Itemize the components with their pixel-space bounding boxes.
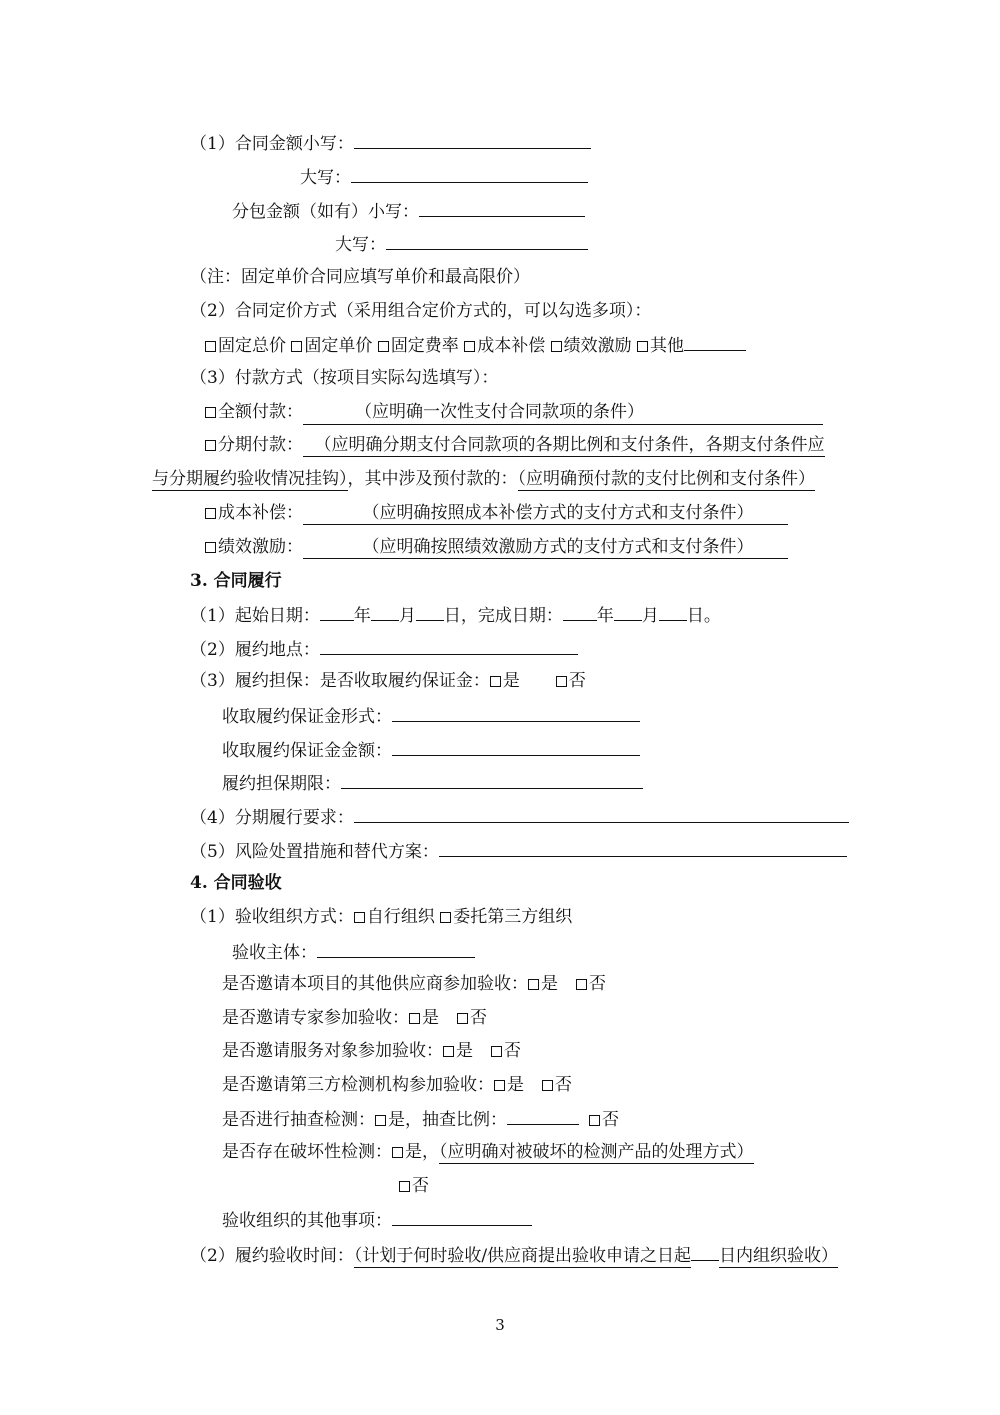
- note-line: （注：固定单价合同应填写单价和最高限价）: [190, 267, 530, 287]
- acceptance-time-note-2[interactable]: 日内组织验收）: [719, 1246, 839, 1266]
- section-4-heading: 4. 合同验收: [190, 873, 282, 893]
- year-label-2: 年: [596, 606, 614, 626]
- spot-check-yes-label: 是，抽查比例：: [388, 1110, 507, 1130]
- subcontract-upper-label: 大写：: [335, 235, 386, 255]
- installment-req-blank[interactable]: [354, 805, 849, 823]
- contract-amount-lower-label: （1）合同金额小写：: [190, 134, 354, 154]
- checkbox-perf-pay[interactable]: [205, 542, 216, 553]
- deposit-form-label: 收取履约保证金形式：: [222, 707, 392, 727]
- day-label-2: 日。: [686, 606, 721, 626]
- checkbox-destructive-yes[interactable]: [392, 1147, 403, 1158]
- invite-suppliers-label: 是否邀请本项目的其他供应商参加验收：: [222, 974, 528, 994]
- contract-amount-lower-line: [190, 131, 591, 153]
- checkbox-invite-testing-no[interactable]: [542, 1080, 553, 1091]
- place-line: [190, 637, 578, 659]
- cost-comp-pay-note[interactable]: （应明确按照成本补偿方式的支付方式和支付条件）: [303, 503, 788, 525]
- guarantee-label: （3）履约担保：是否收取履约保证金：: [190, 671, 490, 691]
- checkbox-cost-comp[interactable]: [464, 341, 475, 352]
- checkbox-invite-suppliers-yes[interactable]: [528, 979, 539, 990]
- other-matters-blank[interactable]: [392, 1208, 532, 1226]
- yes-label: 是: [507, 1075, 524, 1095]
- no-label: 否: [589, 974, 606, 994]
- full-payment-line: [205, 401, 823, 423]
- yes-label: 是: [541, 974, 558, 994]
- full-payment-note[interactable]: （应明确一次性支付合同款项的条件）: [303, 401, 823, 425]
- perf-pay-line: [205, 536, 788, 558]
- invite-experts-label: 是否邀请专家参加验收：: [222, 1008, 409, 1028]
- checkbox-guarantee-yes[interactable]: [490, 676, 501, 687]
- acceptance-org-line: [190, 906, 572, 928]
- checkbox-invite-experts-no[interactable]: [457, 1013, 468, 1024]
- invite-service-objects-line: [222, 1040, 521, 1062]
- destructive-no-line: [399, 1175, 429, 1197]
- prepayment-note[interactable]: （应明确预付款的支付比例和支付条件）: [517, 469, 815, 489]
- page-number: 3: [495, 1316, 505, 1334]
- no-label: 否: [504, 1041, 521, 1061]
- end-year-blank[interactable]: [563, 603, 597, 621]
- deposit-amount-blank[interactable]: [392, 738, 640, 756]
- other-blank[interactable]: [684, 333, 746, 351]
- checkbox-self-org[interactable]: [354, 912, 365, 923]
- destructive-yes-label: 是，: [405, 1142, 439, 1162]
- acceptance-days-blank[interactable]: [691, 1242, 719, 1261]
- invite-suppliers-line: [222, 973, 606, 995]
- subcontract-upper-blank[interactable]: [386, 232, 588, 250]
- acceptance-time-line: [190, 1242, 838, 1264]
- installment-note[interactable]: （应明确分期支付合同款项的各期比例和支付条件，各期支付条件应: [303, 435, 825, 457]
- end-month-blank[interactable]: [614, 603, 642, 621]
- checkbox-invite-experts-yes[interactable]: [409, 1013, 420, 1024]
- place-label: （2）履约地点：: [190, 640, 320, 660]
- other-matters-line: [222, 1208, 532, 1230]
- risk-label: （5）风险处置措施和替代方案：: [190, 842, 439, 862]
- acceptance-org-label: （1）验收组织方式：: [190, 907, 354, 927]
- invite-testing-label: 是否邀请第三方检测机构参加验收：: [222, 1075, 494, 1095]
- start-month-blank[interactable]: [371, 603, 399, 621]
- destructive-test-label: 是否存在破坏性检测：: [222, 1142, 392, 1162]
- other-matters-label: 验收组织的其他事项：: [222, 1211, 392, 1231]
- no-label: 否: [602, 1110, 619, 1130]
- risk-line: [190, 839, 847, 861]
- month-label: 月: [398, 606, 416, 626]
- spot-check-label: 是否进行抽查检测：: [222, 1110, 375, 1130]
- installment-req-line: [190, 805, 849, 827]
- acceptance-subject-blank[interactable]: [317, 940, 475, 958]
- checkbox-fixed-total[interactable]: [205, 341, 216, 352]
- third-party-org-label: 委托第三方组织: [453, 907, 573, 927]
- contract-amount-upper-label: 大写：: [300, 168, 351, 188]
- section-3-heading: 3. 合同履行: [190, 571, 282, 591]
- fixed-total-label: 固定总价: [218, 336, 286, 356]
- self-org-label: 自行组织: [366, 907, 435, 927]
- dates-line: [190, 603, 721, 625]
- deposit-amount-label: 收取履约保证金金额：: [222, 741, 392, 761]
- checkbox-fixed-unit[interactable]: [291, 341, 302, 352]
- guarantee-no-label: 否: [568, 671, 586, 691]
- subcontract-lower-blank[interactable]: [419, 199, 585, 217]
- other-label: 其他: [650, 336, 685, 356]
- spot-check-ratio-blank[interactable]: [507, 1107, 579, 1125]
- start-day-blank[interactable]: [416, 603, 444, 621]
- year-label: 年: [353, 606, 371, 626]
- checkbox-third-party-org[interactable]: [440, 912, 451, 923]
- no-label: 否: [470, 1008, 487, 1028]
- guarantee-yes-label: 是: [502, 671, 520, 691]
- checkbox-invite-testing-yes[interactable]: [494, 1080, 505, 1091]
- month-label-2: 月: [641, 606, 659, 626]
- guarantee-period-blank[interactable]: [341, 771, 643, 789]
- checkbox-spot-check-yes[interactable]: [375, 1115, 386, 1126]
- cost-comp-pay-line: [205, 502, 788, 524]
- pricing-method-heading: （2）合同定价方式（采用组合定价方式的，可以勾选多项）：: [190, 301, 652, 321]
- perf-incentive-label: 绩效激励: [563, 336, 632, 356]
- prepayment-label: ，其中涉及预付款的：: [347, 469, 518, 489]
- yes-label: 是: [456, 1041, 473, 1061]
- cost-comp-pay-label: 成本补偿：: [218, 503, 303, 523]
- start-year-blank[interactable]: [320, 603, 354, 621]
- perf-pay-label: 绩效激励：: [218, 537, 303, 557]
- installment-req-label: （4）分期履行要求：: [190, 808, 354, 828]
- acceptance-subject-label: 验收主体：: [232, 943, 317, 963]
- yes-label: 是: [422, 1008, 439, 1028]
- checkbox-destructive-no[interactable]: [399, 1181, 410, 1192]
- contract-amount-lower-blank[interactable]: [354, 131, 591, 149]
- no-label: 否: [412, 1176, 429, 1196]
- checkbox-invite-service-yes[interactable]: [443, 1046, 454, 1057]
- contract-amount-upper-blank[interactable]: [351, 165, 588, 183]
- guarantee-period-line: [222, 771, 643, 793]
- acceptance-subject-line: [232, 940, 475, 962]
- acceptance-time-label: （2）履约验收时间：: [190, 1246, 354, 1266]
- no-label: 否: [555, 1075, 572, 1095]
- checkbox-spot-check-no[interactable]: [589, 1115, 600, 1126]
- guarantee-line: [190, 670, 586, 692]
- deposit-amount-line: [222, 738, 640, 760]
- invite-testing-line: [222, 1074, 572, 1096]
- checkbox-guarantee-no[interactable]: [556, 676, 567, 687]
- destructive-test-line: [222, 1141, 754, 1163]
- installment-note-cont[interactable]: 与分期履约验收情况挂钩）: [152, 469, 348, 489]
- acceptance-time-note-1[interactable]: （计划于何时验收/供应商提出验收申请之日起: [353, 1246, 692, 1266]
- deposit-form-blank[interactable]: [392, 704, 640, 722]
- installment-cont-line: [152, 468, 815, 490]
- end-date-label: 日，完成日期：: [443, 606, 563, 626]
- fixed-unit-label: 固定单价: [304, 336, 373, 356]
- risk-blank[interactable]: [439, 839, 847, 857]
- contract-amount-upper-line: [300, 165, 588, 187]
- invite-experts-line: [222, 1007, 487, 1029]
- deposit-form-line: [222, 704, 640, 726]
- checkbox-cost-comp-pay[interactable]: [205, 508, 216, 519]
- start-date-label: （1）起始日期：: [190, 606, 320, 626]
- place-blank[interactable]: [320, 637, 578, 655]
- checkbox-perf-incentive[interactable]: [551, 341, 562, 352]
- invite-service-objects-label: 是否邀请服务对象参加验收：: [222, 1041, 443, 1061]
- perf-pay-note[interactable]: （应明确按照绩效激励方式的支付方式和支付条件）: [303, 537, 788, 559]
- destructive-note[interactable]: （应明确对被破坏的检测产品的处理方式）: [439, 1142, 754, 1162]
- subcontract-lower-line: [232, 199, 585, 221]
- pricing-options-line: [205, 333, 746, 355]
- fixed-rate-label: 固定费率: [390, 336, 459, 356]
- checkbox-invite-service-no[interactable]: [491, 1046, 502, 1057]
- installment-label: 分期付款：: [218, 435, 303, 455]
- full-payment-label: 全额付款：: [218, 402, 303, 422]
- checkbox-fixed-rate[interactable]: [378, 341, 389, 352]
- checkbox-full-payment[interactable]: [205, 407, 216, 418]
- spot-check-line: [222, 1107, 619, 1129]
- checkbox-installment[interactable]: [205, 440, 216, 451]
- checkbox-other[interactable]: [637, 341, 648, 352]
- guarantee-period-label: 履约担保期限：: [222, 774, 341, 794]
- subcontract-lower-label: 分包金额（如有）小写：: [232, 202, 419, 222]
- subcontract-upper-line: [335, 232, 588, 254]
- payment-method-heading: （3）付款方式（按项目实际勾选填写）：: [190, 368, 499, 388]
- cost-comp-label: 成本补偿: [477, 336, 546, 356]
- checkbox-invite-suppliers-no[interactable]: [576, 979, 587, 990]
- end-day-blank[interactable]: [659, 603, 687, 621]
- installment-line: [205, 434, 825, 456]
